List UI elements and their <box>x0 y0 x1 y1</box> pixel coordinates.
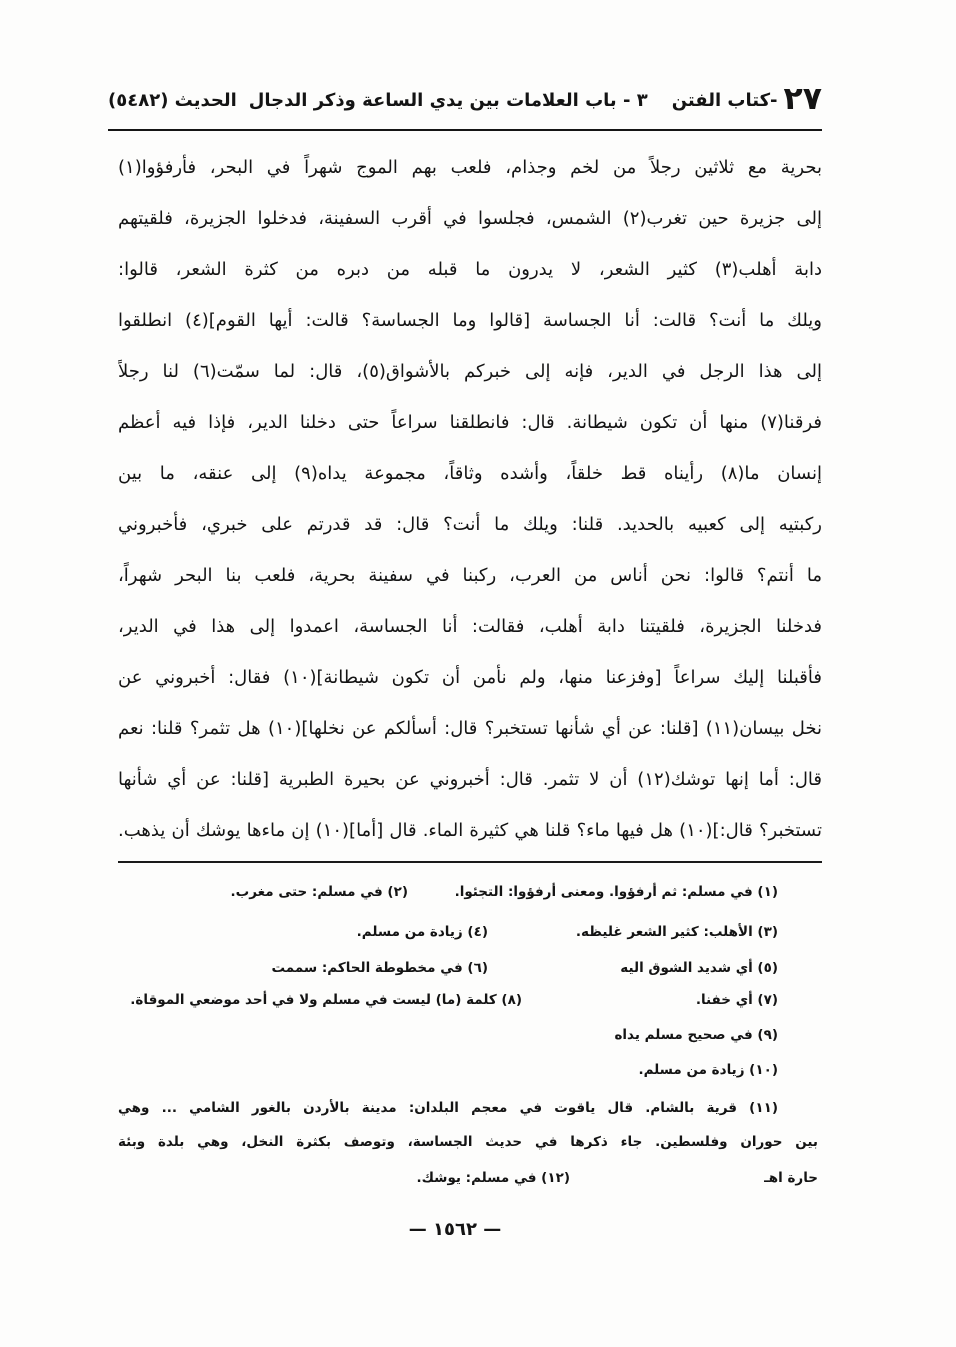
footnote: (٧) أي خفنا. <box>695 992 778 1008</box>
body-line: نخل بيسان(١١) [قلنا: عن أي شأنها تستخبر؟ قال: أسألكم عن نخلها](١٠) هل تثمر؟ قلنا: نعم <box>118 718 822 739</box>
footnote-row <box>118 875 778 909</box>
footnote: (١) في مسلم: ثم أرفؤوا. ومعنى أرفؤوا: التجئوا. <box>454 884 778 900</box>
body-line: قال: أما إنها توشك(١٢) أن لا تثمر. قال: أخبروني عن بحيرة الطبرية [قلنا: عن أي شأنها <box>118 769 822 790</box>
footnote-continuation: بين حوران وفلسطين. جاء ذكرها في حديث الجساسة، وتوصف بكثرة النخل، وهي بلدة وبئة <box>118 1134 818 1150</box>
body-line: فدخلنا الجزيرة، فلقيتنا دابة أهلب، فقالت: أنا الجساسة، اعمدوا إلى هذا في الدير، <box>118 616 822 637</box>
footnote-row <box>118 1161 818 1195</box>
footnote: (٢) في مسلم: حتى مغرب. <box>230 884 408 900</box>
running-header <box>108 78 822 122</box>
page-number: — ١٥٦٢ — <box>408 1219 502 1240</box>
footnote: (١٢) في مسلم: يوشك. <box>416 1170 570 1186</box>
body-line: دابة أهلب(٣) كثير الشعر، لا يدرون ما قبله من دبره من كثرة الشعر، قالوا: <box>118 259 822 280</box>
header-rule <box>108 129 822 131</box>
footnote-row <box>118 915 778 949</box>
body-line: إنسان ما(٨) رأيناه قط خلقاً، وأشده وثاقاً، مجموعة يداه(٩) إلى عنقه، ما بين <box>118 463 822 484</box>
body-line: ما أنتم؟ قالوا: نحن أناس من العرب، ركبنا في سفينة بحرية، فلعب بنا البحر شهراً، <box>118 565 822 586</box>
footnote-row <box>118 1018 778 1052</box>
hadith-reference: الحديث (٥٤٨٢) <box>108 89 237 111</box>
footnote: (٤) زيادة من مسلم. <box>356 924 488 940</box>
footnote: (٦) في مخطوطة الحاكم: سممت <box>271 960 488 976</box>
body-line: بحرية مع ثلاثين رجلاً من لخم وجذام، فلعب بهم الموج شهراً في البحر، فأرفؤوا(١) <box>118 157 822 178</box>
chapter-number: ٢٧ <box>783 81 822 118</box>
footnote: (٥) أي شديد الشوق اليه <box>620 960 778 976</box>
footnote: (٨) كلمة (ما) ليست في مسلم ولا في أحد موضعي الموقاة. <box>130 992 522 1008</box>
body-line: فأقبلنا إليك سراعاً [وفزعنا منها، ولم نأمن أن تكون شيطانة](١٠) فقال: أخبروني عن <box>118 667 822 688</box>
body-text <box>118 142 822 856</box>
footnote-row <box>118 1053 778 1087</box>
section-title: ٣ - باب العلامات بين يدي الساعة وذكر الدجال <box>248 89 648 111</box>
book-title: -كتاب الفتن <box>671 89 778 111</box>
footnote: (١١) قرية بالشام. قال ياقوت في معجم البلدان: مدينة بالأردن بالغور الشامي ... وهي <box>118 1100 778 1116</box>
body-line: إلى هذا الرجل في الدير، فإنه إلى خبركم بالأشواق(٥)، قال: لما سمّت(٦) لنا رجلاً <box>118 361 822 382</box>
body-line: إلى جزيرة حين تغرب(٢) الشمس، فجلسوا في أقرب السفينة، فدخلوا الجزيرة، فلقيتهم <box>118 208 822 229</box>
footnote-continuation: حارة اهـ <box>764 1170 818 1186</box>
footnote: (٩) في صحيح مسلم يداه <box>614 1027 778 1043</box>
footnote: (٣) الأهلب: كثير الشعر غليظه. <box>575 924 778 940</box>
body-line: ركبتيه إلى كعبيه بالحديد. قلنا: ويلك ما أنت؟ قال: قد قدرتم على خبري، فأخبروني <box>118 514 822 535</box>
footnote-separator <box>118 861 822 863</box>
footnote-row <box>118 951 778 985</box>
body-line: تستخبر؟ قال:](١٠) هل فيها ماء؟ قلنا هي كثيرة الماء. قال [أما](١٠) إن ماءها يوشك أن يذهب. <box>118 820 822 841</box>
footnote: (١٠) زيادة من مسلم. <box>638 1062 778 1078</box>
body-line: فرقنا(٧) منها أن تكون شيطانة. قال: فانطلقنا سراعاً حتى دخلنا الدير، فإذا فيه أعظم <box>118 412 822 433</box>
footnote-row <box>118 983 778 1017</box>
body-line: ويلك ما أنت؟ قالت: أنا الجساسة [قالوا وما الجساسة؟ قالت: أيها القوم](٤) انطلقوا <box>118 310 822 331</box>
